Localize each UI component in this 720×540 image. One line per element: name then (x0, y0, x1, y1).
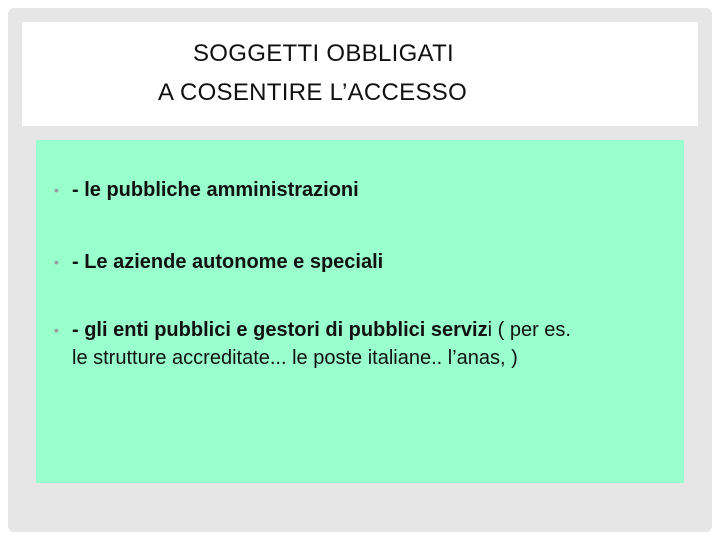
bullet-marker: • (54, 322, 59, 338)
bullet-marker: • (54, 182, 59, 198)
bullet-text-bold: - Le aziende autonome e speciali (72, 251, 384, 273)
bullet-text-bold: - le pubbliche amministrazioni (72, 179, 359, 201)
title-line-1: SOGGETTI OBBLIGATI (193, 40, 454, 67)
bullet-text-bold: - gli enti pubblici e gestori di pubblici serviz (72, 319, 488, 341)
bullet-text (72, 178, 359, 202)
bullet-text (72, 318, 571, 342)
bullet-item-3-continuation: le strutture accreditate... le poste italiane.. l’anas, ) (72, 347, 518, 369)
bullet-text-normal: i ( per es. (487, 319, 571, 341)
title-box (22, 22, 698, 126)
title-line-2: A COSENTIRE L’ACCESSO (158, 79, 468, 106)
bullet-text (72, 250, 383, 274)
bullet-marker: • (54, 254, 59, 270)
